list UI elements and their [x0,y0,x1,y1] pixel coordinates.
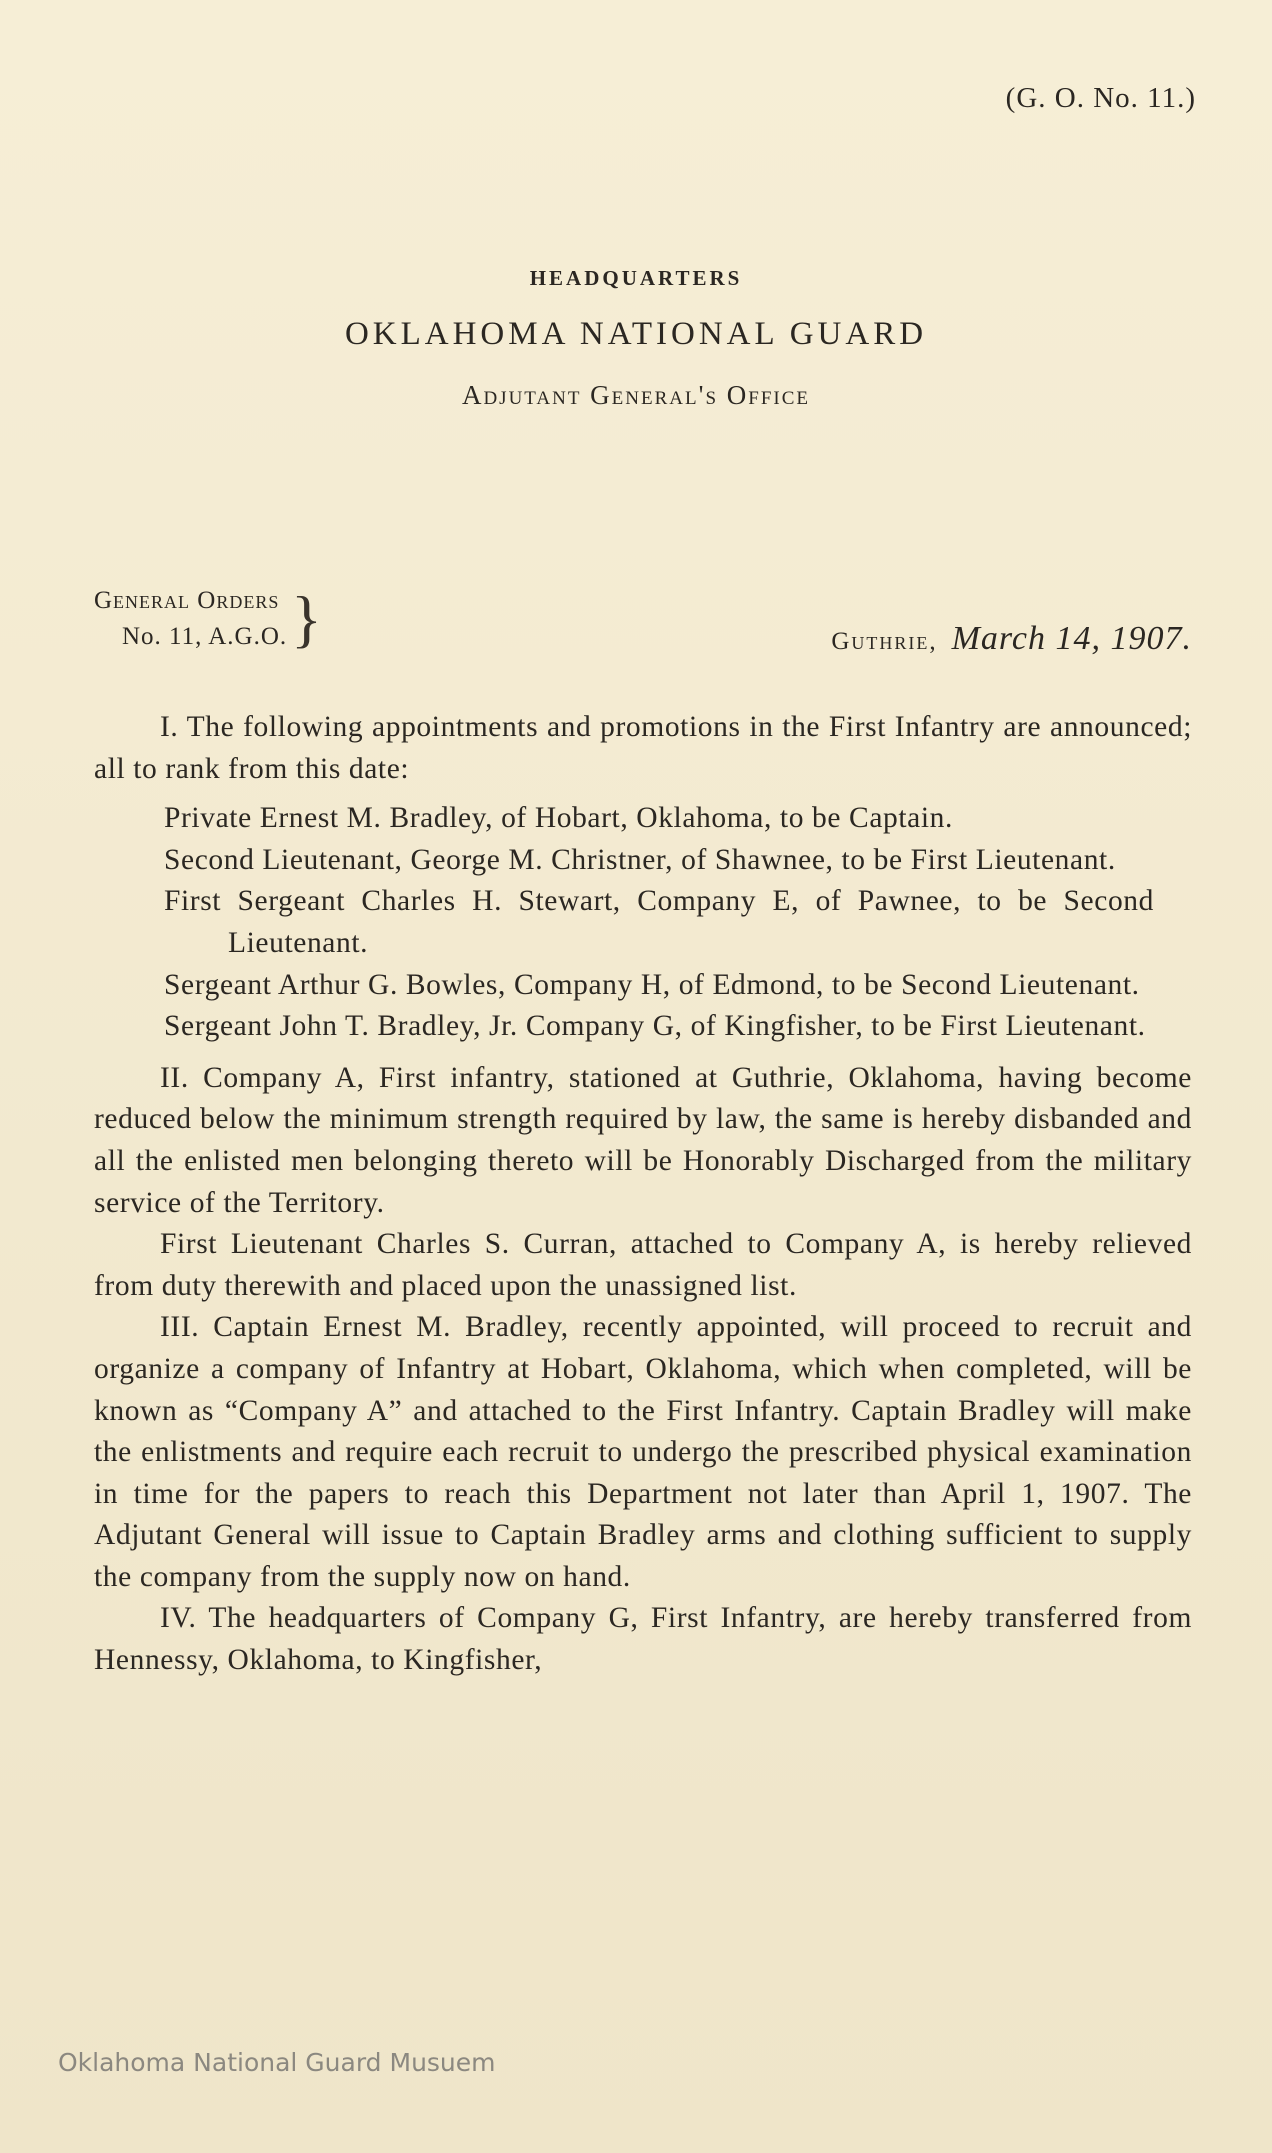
dateline-date: March 14, 1907. [951,620,1192,657]
appointment-item: First Sergeant Charles H. Stewart, Company E, of Pawnee, to be Second Lieutenant. [164,885,1154,959]
orders-body [94,707,1192,1682]
organization-heading: OKLAHOMA NATIONAL GUARD [344,316,928,352]
museum-watermark: Oklahoma National Guard Musuem [58,2048,496,2077]
section-ii-curran: First Lieutenant Charles S. Curran, attached to Company A, is hereby relieved from duty therewith and placed upon the unassigned list. [94,1228,1192,1302]
appointments-list [164,798,1154,1048]
section-i: I. The following appointments and promotions in the First Infantry are announced; all to rank from this date: [94,711,1192,785]
general-orders-title: General Orders [94,587,280,614]
office-heading: Adjutant General's Office [461,380,811,410]
brace-mark: } [291,583,322,654]
section-ii: II. Company A, First infantry, stationed at Guthrie, Oklahoma, having become reduced below the minimum strength required by law, the same is hereby disbanded and all the enlisted men belonging thereto will be Honorably Discharged from the military service of the Territory. [94,1061,1192,1219]
dateline-city: Guthrie, [831,628,938,655]
appointment-item: Private Ernest M. Bradley, of Hobart, Oklahoma, to be Captain. [164,802,953,835]
section-iv: IV. The headquarters of Company G, First Infantry, are hereby transferred from Hennessy, Oklahoma, to Kingfisher, [94,1602,1192,1677]
headquarters-heading: HEADQUARTERS [529,266,743,290]
general-orders-block [94,583,322,655]
general-orders-number: No. 11, A.G.O. [122,623,288,650]
appointment-item: Second Lieutenant, George M. Christner, of Shawnee, to be First Lieutenant. [164,843,1116,876]
dateline [831,620,1192,658]
section-iii: III. Captain Ernest M. Bradley, recently appointed, will proceed to recruit and organize a company of Infantry at Hobart, Oklahoma, which when completed, will be known as “Company A” and attached to the First Infantry. Captain Bradley will make the enlistments and require each recruit to undergo the prescribed physical examination in time for the papers to reach this Department not later than April 1, 1907. The Adjutant General will issue to Captain Bradley arms and clothing sufficient to supply the company from the supply now on hand. [94,1311,1192,1593]
order-reference: (G. O. No. 11.) [1005,82,1196,114]
appointment-item: Sergeant Arthur G. Bowles, Company H, of Edmond, to be Second Lieutenant. [164,968,1140,1001]
appointment-item: Sergeant John T. Bradley, Jr. Company G, of Kingfisher, to be First Lieutenant. [164,1010,1146,1043]
